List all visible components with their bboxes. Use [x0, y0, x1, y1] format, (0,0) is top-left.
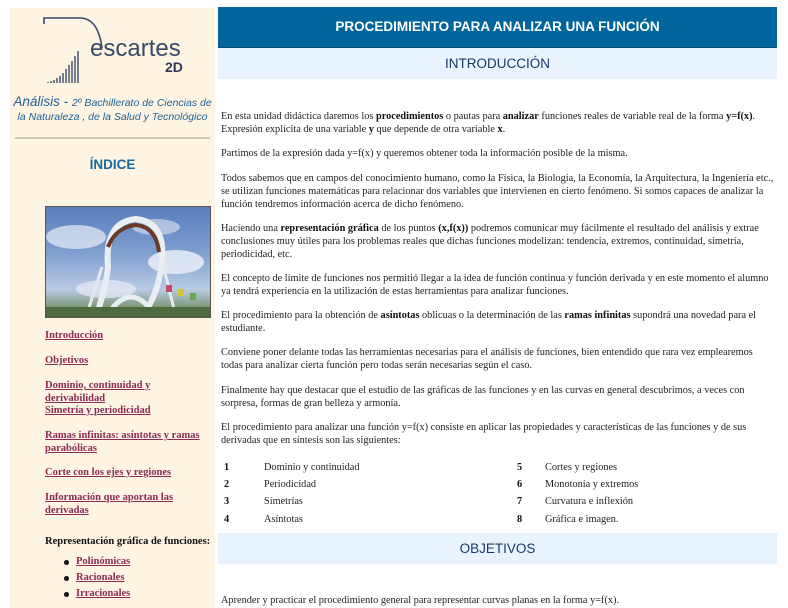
- step-label: Simetrías: [264, 496, 303, 507]
- nav-link-simetria[interactable]: Simetría y periodicidad: [45, 405, 151, 416]
- course-separator: -: [59, 94, 72, 109]
- course-subtitle: [10, 95, 215, 124]
- roller-coaster-image: [45, 206, 211, 318]
- representation-label: Representación gráfica de funciones:: [45, 536, 211, 547]
- course-detail: 2º Bachillerato de Ciencias de la Naturaleza , de la Salud y Tecnológico: [17, 97, 212, 123]
- intro-paragraph-6: El procedimiento para la obtención de asíntotas oblicuas o la determinación de las ramas infinitas supondrá una novedad para el estudiante.: [221, 310, 757, 334]
- bullet-icon: [64, 560, 69, 565]
- step-number: 6: [517, 479, 523, 490]
- step-number: 3: [224, 496, 230, 507]
- course-name: Análisis: [13, 94, 60, 109]
- section-heading-introduccion: INTRODUCCIÓN: [218, 48, 777, 79]
- page-title: PROCEDIMIENTO PARA ANALIZAR UNA FUNCIÓN: [218, 7, 777, 48]
- logo-badge: 2D: [165, 59, 183, 75]
- intro-paragraph-8: Finalmente hay que destacar que el estudio de las gráficas de las funciones y en las curvas en general descubrimos, a veces con sorpresa, formas de gran belleza y armonía.: [221, 385, 745, 409]
- intro-paragraph-1: En esta unidad didáctica daremos los procedimientos o pautas para analizar funciones reales de variable real de la forma y=f(x). Expresión explícita de una variable y que depende de otra variable x.: [221, 111, 756, 135]
- objectives-paragraph-1: Aprender y practicar el procedimiento general para representar curvas planas en la forma y=f(x).: [221, 595, 620, 606]
- step-label: Cortes y regiones: [545, 462, 618, 473]
- step-number: 5: [517, 462, 523, 473]
- nav-link-dominio[interactable]: Dominio, continuidad y derivabilidad: [45, 380, 151, 404]
- step-number: 1: [224, 462, 230, 473]
- nav-link-objetivos[interactable]: Objetivos: [45, 355, 89, 366]
- bullet-icon: [64, 592, 69, 597]
- nav-link-derivadas[interactable]: Información que aportan las derivadas: [45, 492, 174, 516]
- sidebar-divider: [15, 137, 210, 139]
- intro-paragraph-5: El concepto de límite de funciones nos permitió llegar a la idea de función continua y función derivada y en este momento el alumno ya tendrá experiencia en la utilización de estas herramientas para analizar funciones.: [221, 273, 769, 297]
- step-label: Curvatura e inflexión: [545, 496, 634, 507]
- nav-link-cortes[interactable]: Corte con los ejes y regiones: [45, 467, 172, 478]
- index-title: ÍNDICE: [89, 157, 136, 172]
- nav-link-ramas-infinitas[interactable]: Ramas infinitas: asíntotas y ramas parabólicas: [45, 430, 200, 454]
- step-number: 4: [224, 514, 230, 525]
- step-label: Asíntotas: [264, 514, 303, 525]
- nav-link-irracionales[interactable]: Irracionales: [76, 588, 131, 599]
- step-label: Periodicidad: [264, 479, 317, 490]
- logo-wordmark: escartes: [90, 35, 181, 62]
- sidebar: [10, 8, 215, 608]
- step-label: Gráfica e imagen.: [545, 514, 619, 525]
- step-number: 8: [517, 514, 523, 525]
- descartes-logo-icon: [40, 14, 200, 86]
- step-label: Dominio y continuidad: [264, 462, 360, 473]
- nav-link-racionales[interactable]: Racionales: [76, 572, 125, 583]
- section-heading-objetivos: OBJETIVOS: [218, 533, 777, 564]
- step-label: Monotonía y extremos: [545, 479, 639, 490]
- intro-paragraph-3: Todos sabemos que en campos del conocimiento humano, como la Física, la Biología, la Economía, la Arquitectura, la Ingeniería etc., se utilizan funciones matemáticas para relacionar dos variables que intervienen en cierto fenómeno. Si somos capaces de analizar la función tendremos información acerca de dicho fenómeno.: [221, 173, 774, 210]
- intro-paragraph-4: Haciendo una representación gráfica de los puntos (x,f(x)) podremos comunicar muy fácilmente el resultado del análisis y extrae conclusiones muy útiles para los problemas reales que dichas funciones modelizan: tendencia, extremos, continuidad, simetría, periodicidad, etc.: [221, 223, 759, 260]
- intro-paragraph-2: Partimos de la expresión dada y=f(x) y queremos obtener toda la información posible de la misma.: [221, 148, 628, 159]
- bullet-icon: [64, 576, 69, 581]
- step-number: 2: [224, 479, 230, 490]
- intro-paragraph-7: Conviene poner delante todas las herramientas necesarias para el análisis de funciones, bien entendido que rara vez emplearemos todas para analizar cierta función pero todas serán necesarias según el caso.: [221, 347, 753, 371]
- nav-link-polinomicas[interactable]: Polinómicas: [76, 556, 131, 567]
- nav-link-introduccion[interactable]: Introducción: [45, 330, 104, 341]
- descartes-logo[interactable]: [40, 14, 200, 86]
- step-number: 7: [517, 496, 523, 507]
- roller-coaster-icon: [46, 207, 210, 317]
- intro-paragraph-9: El procedimiento para analizar una función y=f(x) consiste en aplicar las propiedades y características de las funciones y de sus derivadas que en síntesis son las siguientes:: [221, 422, 747, 446]
